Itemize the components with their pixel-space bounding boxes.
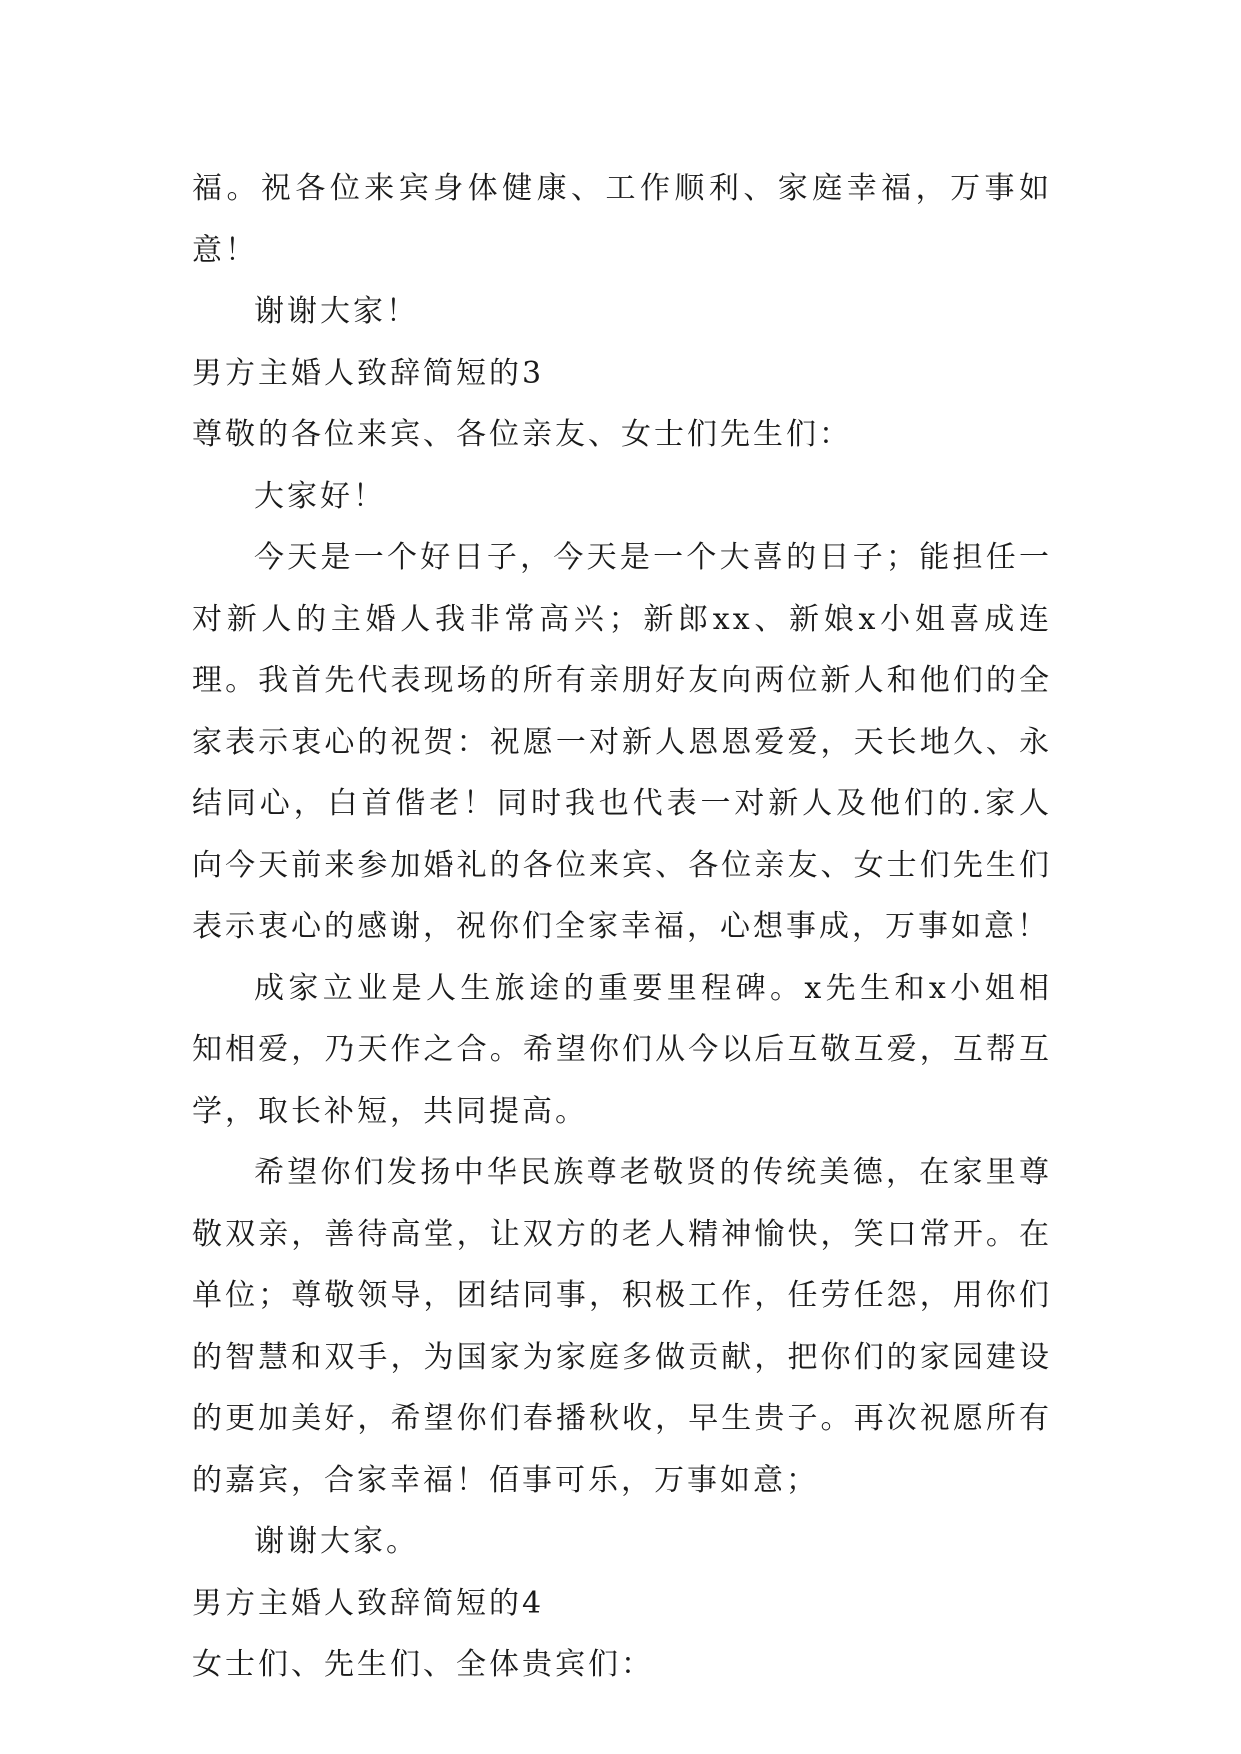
- paragraph-body: 成家立业是人生旅途的重要里程碑。x先生和x小姐相知相爱，乃天作之合。希望你们从今以后互敬互爱，互帮互学，取长补短，共同提高。: [192, 970, 1052, 1129]
- paragraph-closing-wishes: 福。祝各位来宾身体健康、工作顺利、家庭幸福，万事如意！: [192, 171, 1052, 268]
- paragraph-body: 希望你们发扬中华民族尊老敬贤的传统美德，在家里尊敬双亲，善待高堂，让双方的老人精神愉快，笑口常开。在单位；尊敬领导，团结同事，积极工作，任劳任怨，用你们的智慧和双手，为国家为家庭多做贡献，把你们的家园建设的更加美好，希望你们春播秋收，早生贵子。再次祝愿所有的嘉宾，合家幸福！佰事可乐，万事如意；: [192, 1155, 1052, 1498]
- paragraph-body: 今天是一个好日子，今天是一个大喜的日子；能担任一对新人的主婚人我非常高兴；新郎xx、新娘x小姐喜成连理。我首先代表现场的所有亲朋好友向两位新人和他们的全家表示衷心的祝贺：祝愿一对新人恩恩爱爱，天长地久、永结同心，白首偕老！同时我也代表一对新人及他们的.家人向今天前来参加婚礼的各位来宾、各位亲友、女士们先生们表示衷心的感谢，祝你们全家幸福，心想事成，万事如意！: [192, 540, 1052, 944]
- paragraph-thanks: 谢谢大家！: [254, 294, 419, 329]
- paragraph-thanks: 谢谢大家。: [254, 1524, 419, 1559]
- section-heading-4: 男方主婚人致辞简短的4: [192, 1585, 545, 1621]
- paragraph-greeting: 大家好！: [254, 478, 386, 514]
- section-heading-3: 男方主婚人致辞简短的3: [192, 355, 545, 391]
- document-body: [192, 158, 1052, 1696]
- paragraph-salutation: 尊敬的各位来宾、各位亲友、女士们先生们：: [192, 417, 852, 452]
- paragraph-salutation: 女士们、先生们、全体贵宾们：: [192, 1647, 654, 1682]
